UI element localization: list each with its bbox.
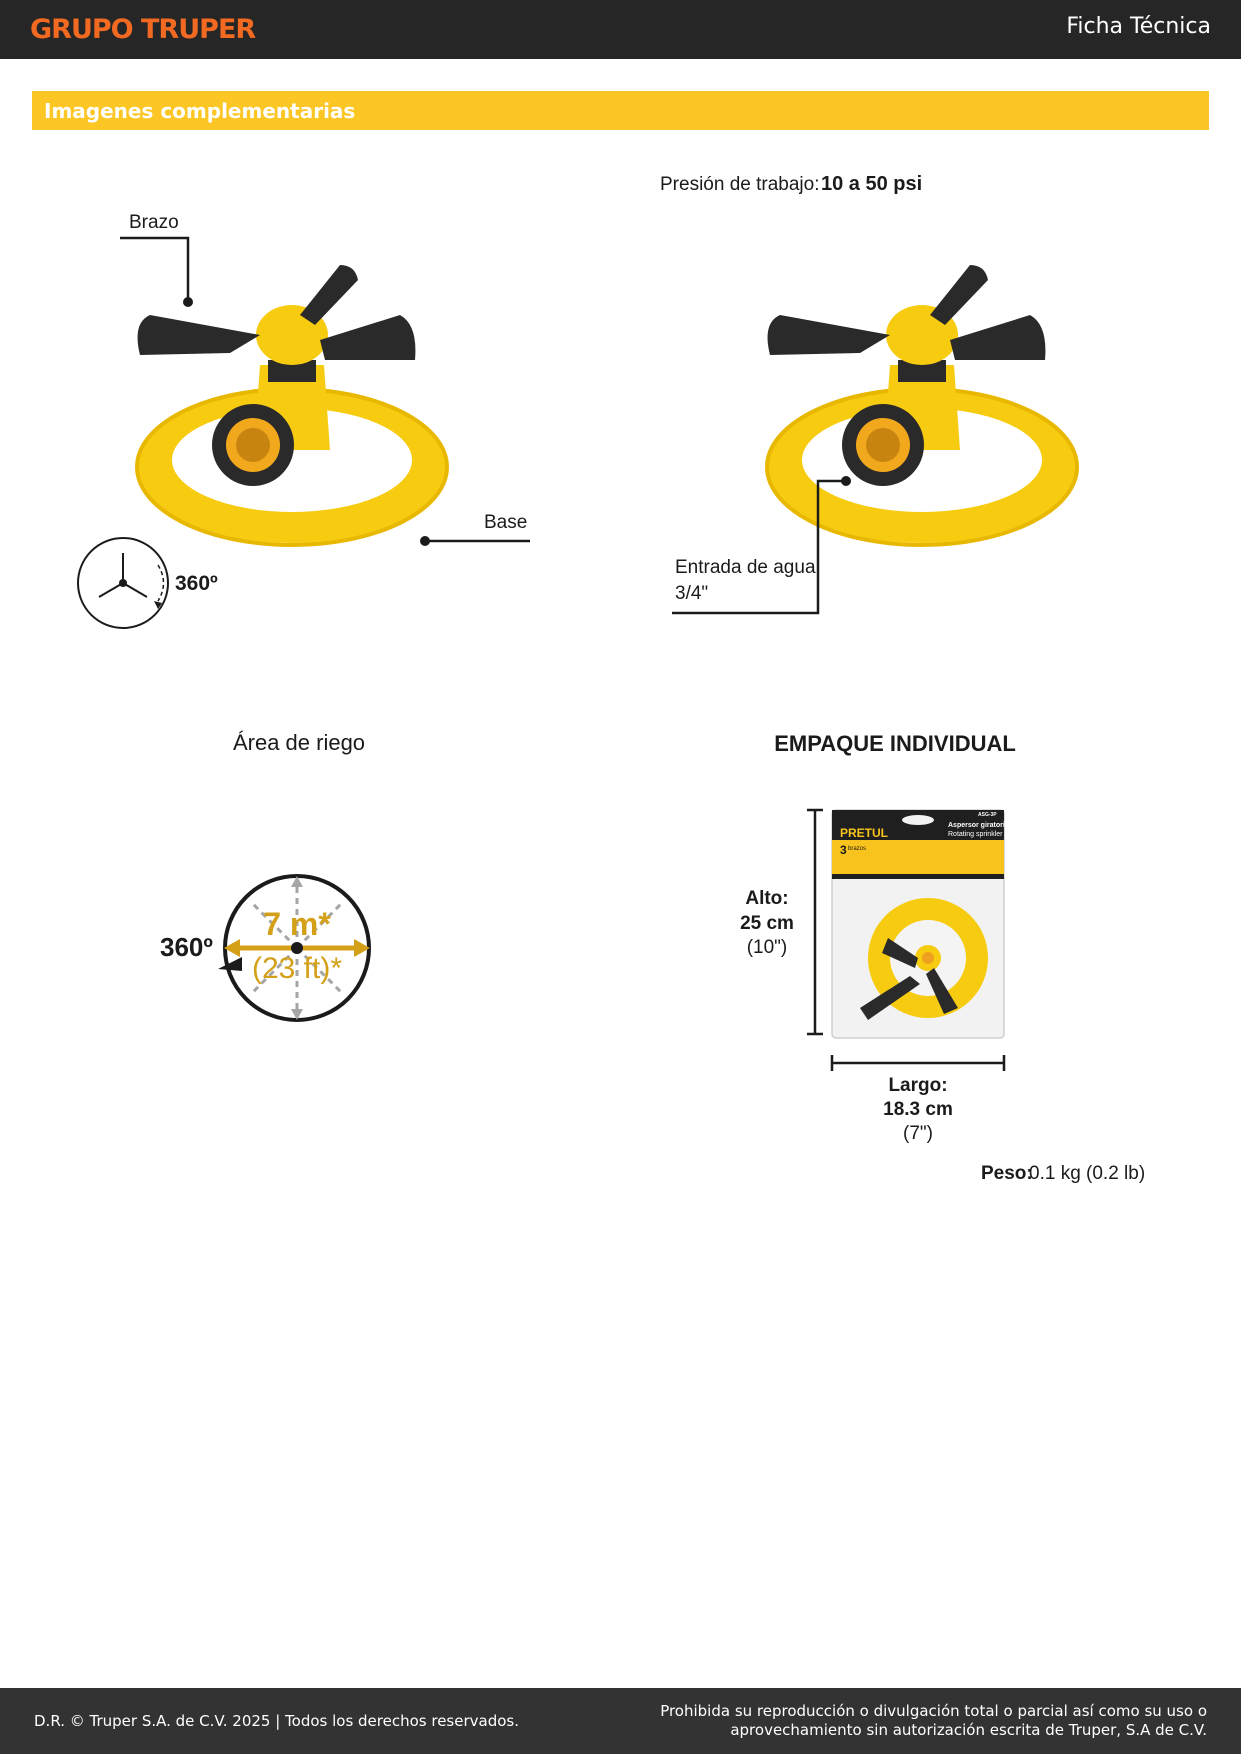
page-header: [0, 0, 1241, 59]
rotation-label: 360º: [175, 572, 218, 595]
footer-legal-line2: aprovechamiento sin autorización escrita de Truper, S.A de C.V.: [730, 1721, 1207, 1739]
length-metric: 18.3 cm: [883, 1099, 953, 1120]
arm-leader-line: [118, 232, 198, 312]
footer-legal: [647, 1702, 1207, 1740]
package-card-brand: PRETUL: [840, 826, 888, 840]
page-footer: [0, 1688, 1241, 1754]
packaging-title: EMPAQUE INDIVIDUAL: [774, 731, 1016, 756]
length-dimension-line: [830, 1053, 1008, 1073]
footer-legal-line1: Prohibida su reproducción o divulgación total o parcial así como su uso o: [660, 1702, 1207, 1720]
irrigation-rotation-label: 360º: [160, 932, 213, 962]
package-image: [830, 808, 1006, 1040]
base-leader-line: [420, 534, 530, 548]
height-label: Alto:: [745, 888, 789, 909]
footer-copyright: D.R. © Truper S.A. de C.V. 2025 | Todos los derechos reservados.: [34, 1712, 519, 1730]
package-card-title-en: Rotating sprinkler: [948, 831, 1003, 838]
package-card-title-es: Aspersor giratorio: [948, 822, 1010, 829]
pressure-value: 10 a 50 psi: [821, 173, 923, 195]
section-header: [32, 91, 1209, 130]
rotation-360-icon: [74, 535, 184, 635]
weight-label: Peso:: [981, 1163, 1033, 1184]
inlet-label-line1: Entrada de agua: [675, 557, 816, 578]
radius-imperial: (23 ft)*: [251, 952, 343, 985]
package-card-count: 3: [840, 843, 847, 857]
arm-label: Brazo: [129, 212, 179, 233]
length-imperial: (7"): [903, 1123, 933, 1144]
rotation-arrow-icon: [216, 955, 246, 975]
length-label: Largo:: [888, 1075, 948, 1096]
irrigation-area-title: Área de riego: [232, 730, 366, 755]
height-imperial: (10"): [746, 937, 788, 958]
package-card-code: ASG-3P: [978, 812, 997, 818]
document-title: Ficha Técnica: [1066, 14, 1211, 39]
height-dimension-line: [805, 808, 825, 1038]
pressure-label: Presión de trabajo:: [660, 174, 820, 195]
height-metric: 25 cm: [740, 913, 794, 934]
brand-logo: GRUPO TRUPER: [30, 14, 256, 45]
radius-metric: 7 m*: [263, 906, 331, 942]
section-title: Imagenes complementarias: [44, 99, 356, 123]
package-card-count-label: brazos: [848, 846, 867, 852]
irrigation-area-diagram: [212, 863, 382, 1033]
inlet-label-line2: 3/4": [675, 583, 709, 604]
base-label: Base: [484, 512, 528, 533]
weight-value: 0.1 kg (0.2 lb): [1029, 1163, 1146, 1184]
